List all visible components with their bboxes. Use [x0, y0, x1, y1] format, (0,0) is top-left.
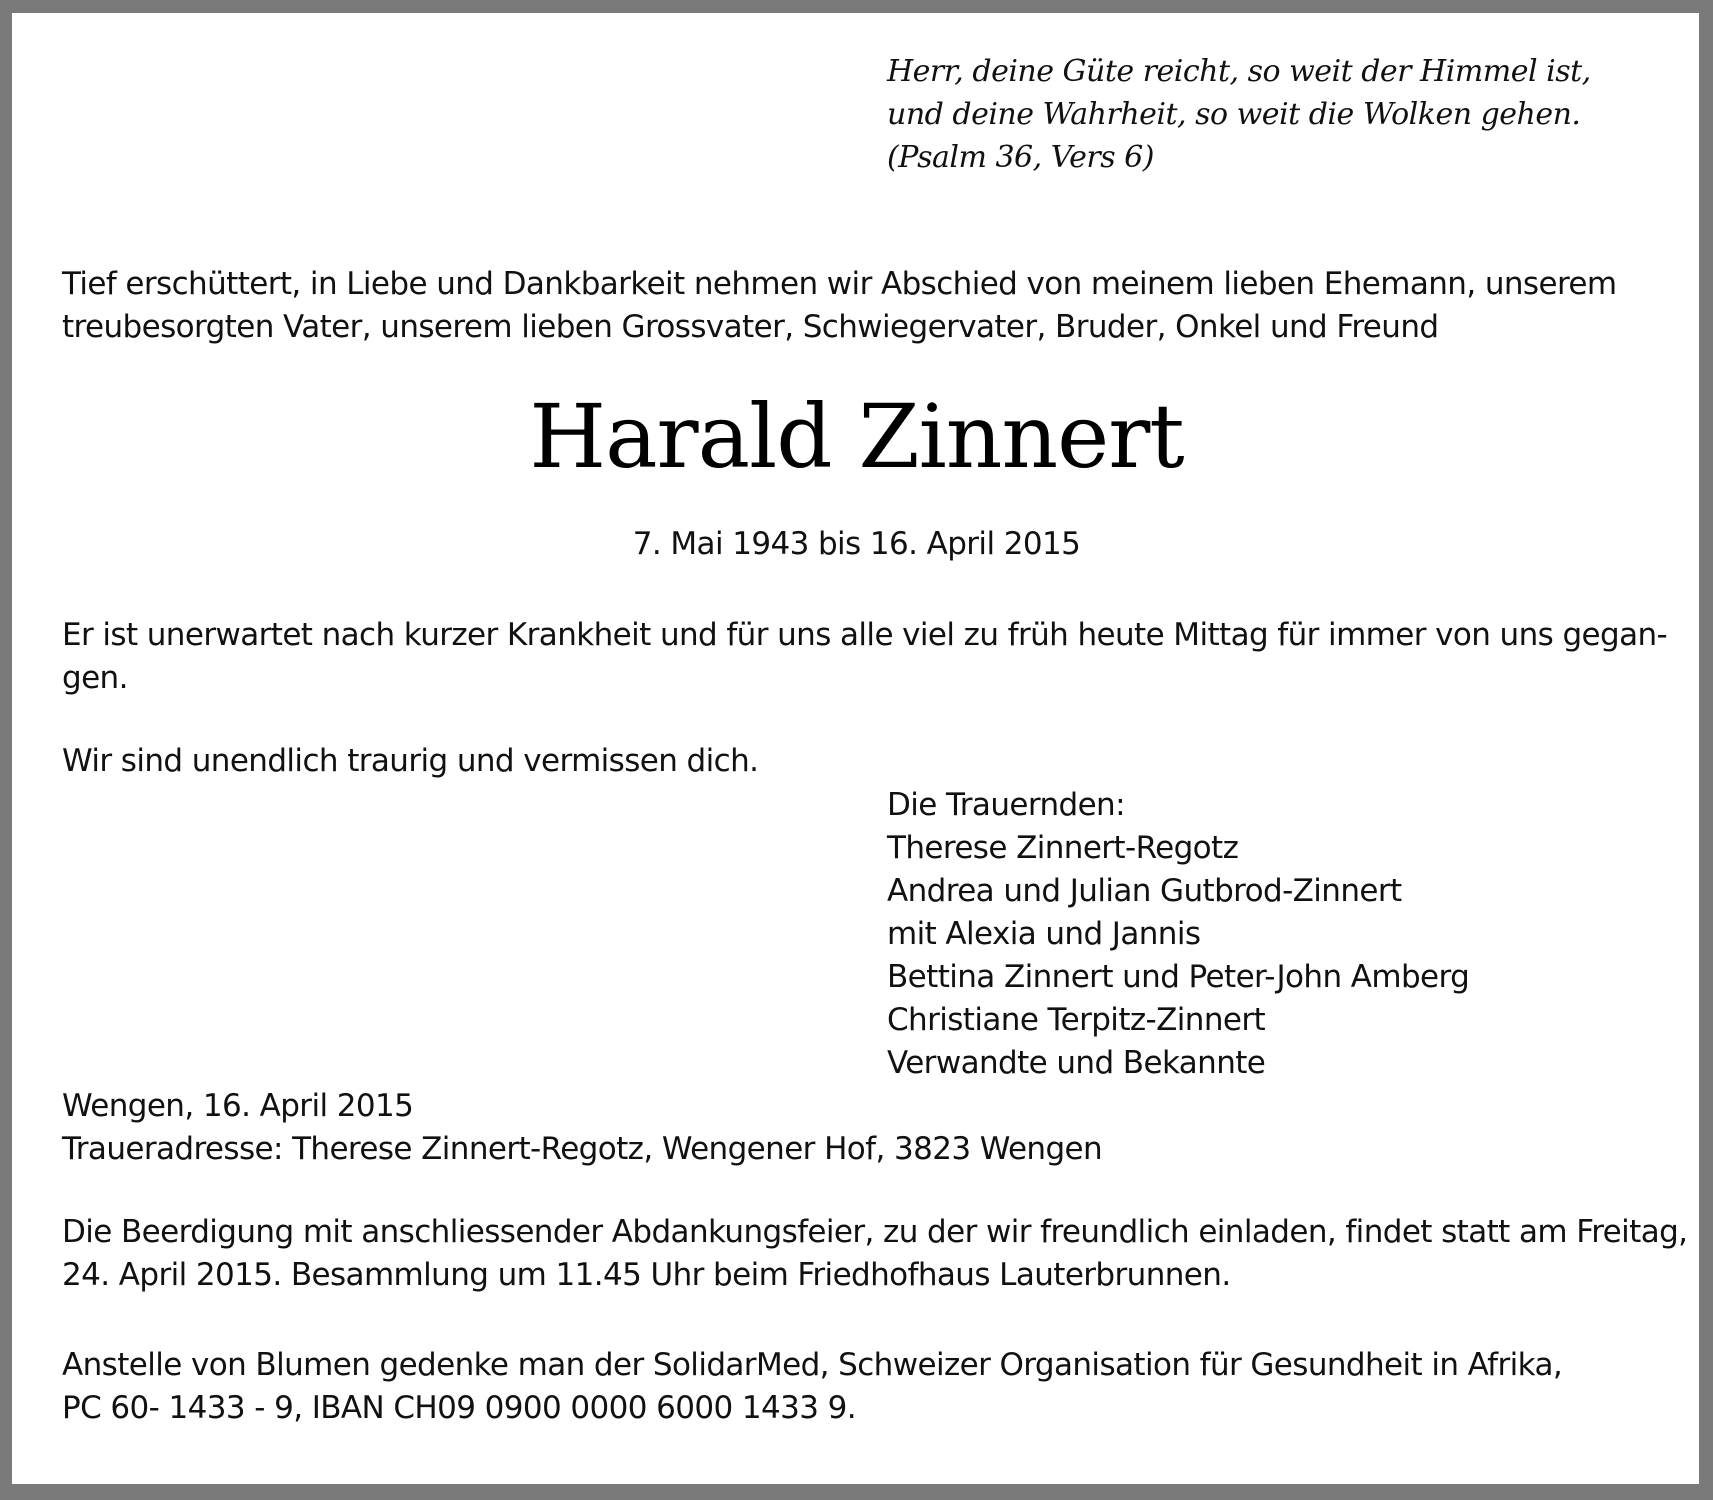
deceased-name: Harald Zinnert	[529, 385, 1184, 488]
life-dates: 7. Mai 1943 bis 16. April 2015	[632, 526, 1081, 562]
mourner-name: Christiane Terpitz-Zinnert	[887, 1002, 1266, 1038]
mourner-name: Andrea und Julian Gutbrod-Zinnert	[887, 873, 1402, 909]
mourner-name: Therese Zinnert-Regotz	[887, 830, 1239, 866]
passing-line-1: Er ist unerwartet nach kurzer Krankheit und für uns alle viel zu früh heute Mittag für immer von uns gegan-	[62, 617, 1668, 653]
donation-paragraph	[62, 1344, 1562, 1430]
mourner-name: Bettina Zinnert und Peter-John Amberg	[887, 959, 1470, 995]
donation-line-1: Anstelle von Blumen gedenke man der SolidarMed, Schweizer Organisation für Gesundheit in Afrika,	[62, 1347, 1563, 1383]
quote-line-1: Herr, deine Güte reicht, so weit der Himmel ist,	[887, 54, 1591, 89]
grief-line: Wir sind unendlich traurig und vermissen dich.	[62, 743, 759, 779]
mourning-address: Traueradresse: Therese Zinnert-Regotz, Wengener Hof, 3823 Wengen	[62, 1131, 1103, 1167]
place-and-address	[62, 1085, 1102, 1171]
donation-line-2: PC 60- 1433 - 9, IBAN CH09 0900 0000 6000 1433 9.	[62, 1390, 856, 1426]
psalm-quote	[887, 50, 1647, 179]
funeral-line-2: 24. April 2015. Besammlung um 11.45 Uhr beim Friedhofhaus Lauterbrunnen.	[62, 1257, 1231, 1293]
intro-line-2: treubesorgten Vater, unserem lieben Grossvater, Schwiegervater, Bruder, Onkel und Freund	[62, 309, 1439, 345]
funeral-line-1: Die Beerdigung mit anschliessender Abdankungsfeier, zu der wir freundlich einladen, findet statt am Freitag,	[62, 1214, 1688, 1250]
quote-source: (Psalm 36, Vers 6)	[887, 140, 1154, 175]
funeral-paragraph	[62, 1211, 1687, 1297]
mourners-list	[887, 784, 1469, 1085]
mourner-name: Verwandte und Bekannte	[887, 1045, 1266, 1081]
passing-paragraph	[62, 614, 1667, 700]
place-date: Wengen, 16. April 2015	[62, 1088, 414, 1124]
mourner-name: mit Alexia und Jannis	[887, 916, 1201, 952]
mourners-heading: Die Trauernden:	[887, 787, 1125, 823]
quote-line-2: und deine Wahrheit, so weit die Wolken gehen.	[887, 97, 1581, 132]
passing-line-2: gen.	[62, 660, 128, 696]
intro-line-1: Tief erschüttert, in Liebe und Dankbarkeit nehmen wir Abschied von meinem lieben Ehemann, unserem	[62, 266, 1617, 302]
intro-paragraph	[62, 263, 1616, 349]
